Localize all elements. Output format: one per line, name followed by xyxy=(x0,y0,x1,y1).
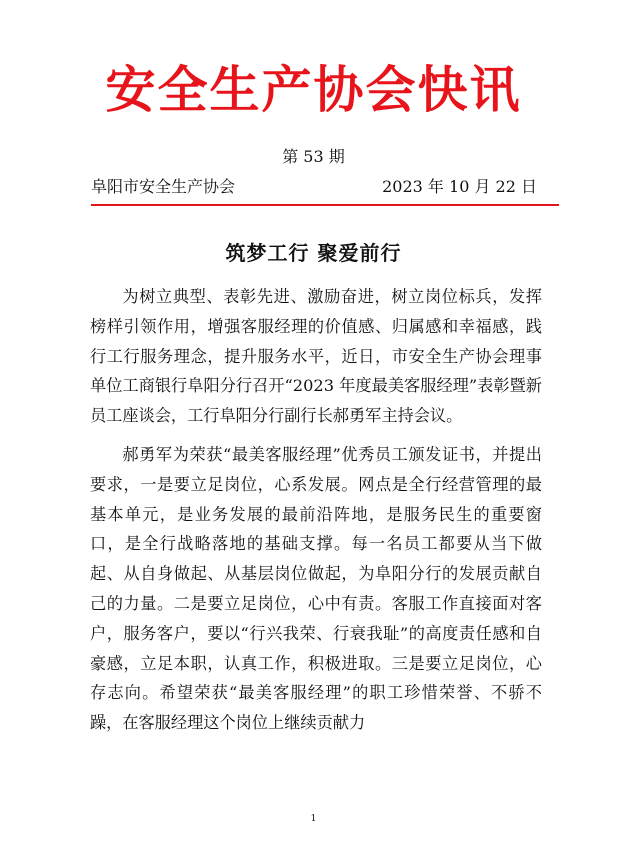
article-paragraph: 为树立典型、表彰先进、激励奋进，树立岗位标兵，发挥榜样引领作用，增强客服经理的价值感、归属感和幸福感，践行工行服务理念，提升服务水平，近日，市安全生产协会理事单位工商银行阜阳分行召开“2023 年度最美客服经理”表彰暨新员工座谈会，工行阜阳分行副行长郝勇军主持会议。 xyxy=(90,287,542,426)
issue-number: 第 53 期 xyxy=(282,147,345,166)
article-body xyxy=(90,282,542,747)
article-paragraph: 郝勇军为荣获“最美客服经理”优秀员工颁发证书，并提出要求，一是要立足岗位，心系发展。网点是全行经营管理的最基本单元，是业务发展的最前沿阵地，是服务民生的重要窗口，是全行战略落地的基础支撑。每一名员工都要从当下做起、从自身做起、从基层岗位做起，为阜阳分行的发展贡献自己的力量。二是要立足岗位，心中有责。客服工作直接面对客户，服务客户，要以“行兴我荣、行衰我耻”的高度责任感和自豪感，立足本职，认真工作，积极进取。三是要立足岗位，心存志向。希望荣获“最美客服经理”的职工珍惜荣誉、不骄不躁，在客服经理这个岗位上继续贡献力 xyxy=(90,444,542,733)
masthead-title: 安全生产协会快讯 xyxy=(105,60,522,119)
article-title: 筑梦工行 聚爱前行 xyxy=(225,241,402,265)
publish-date: 2023 年 10 月 22 日 xyxy=(382,177,537,196)
header-divider xyxy=(91,204,559,206)
page-number: 1 xyxy=(310,814,317,824)
publisher-name: 阜阳市安全生产协会 xyxy=(91,177,236,196)
